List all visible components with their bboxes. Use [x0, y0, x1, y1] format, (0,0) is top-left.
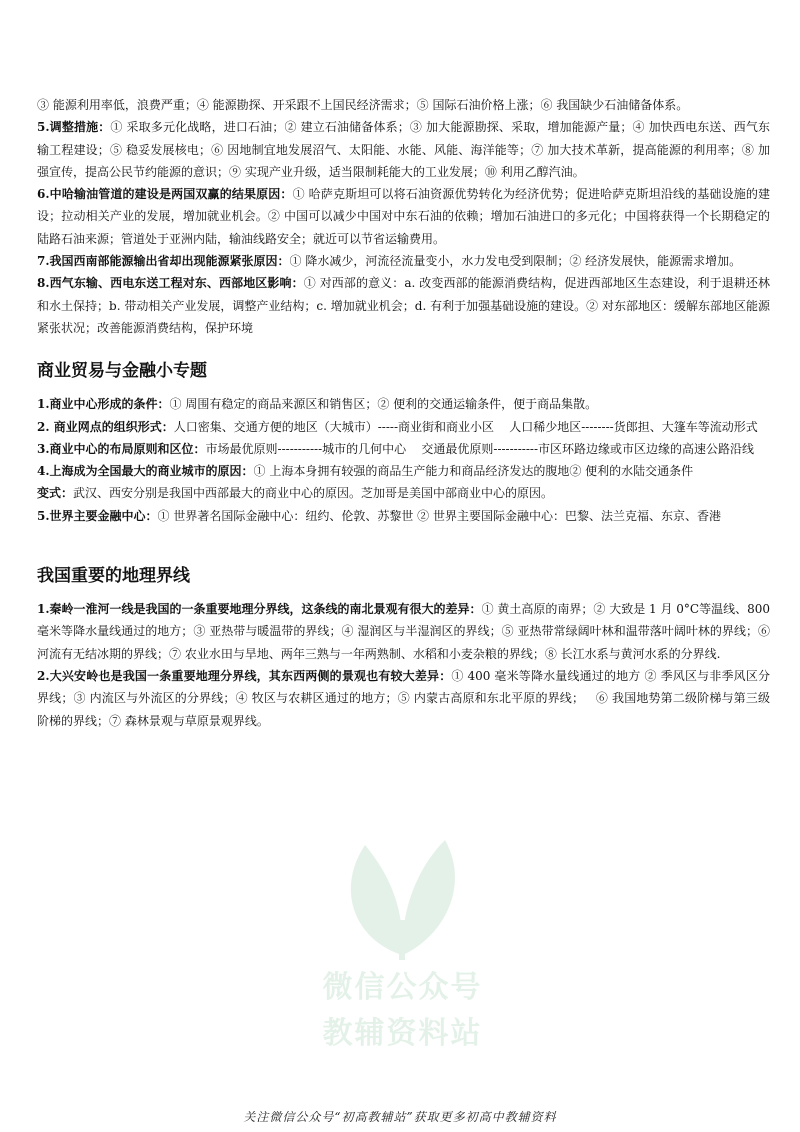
trade-item1-text: ① 周围有稳定的商品来源区和销售区；② 便利的交通运输条件，便于商品集散。: [169, 397, 598, 412]
watermark: [295, 830, 510, 1060]
geo-item2-title: 2.大兴安岭也是我国一条重要地理分界线，其东西两侧的景观也有较大差异：: [37, 668, 452, 683]
trade-item5: [37, 505, 770, 527]
trade-variant-text: 武汉、西安分别是我国中西部最大的商业中心的原因。芝加哥是美国中部商业中心的原因。: [73, 486, 554, 501]
energy-item7-text: ① 降水减少，河流径流量变小，水力发电受到限制；② 经济发展快，能源需求增加。: [289, 254, 742, 269]
geo-item1-text: ① 黄土高原的南界；② 大致是 1 月 0°C等温线、800 毫米等降水量线通过的地方；③ 亚热带与暖温带的界线；④ 湿润区与半湿润区的界线；⑤ 亚热带常绿阔叶林和温带落叶阔叶林的界线；⑥ 河流有无结冰期的界线；⑦ 农业水田与旱地、两年三熟与一年两熟制、水稻和小麦杂粮的界线；⑧ 长江水系与黄河水系的分界线.: [37, 602, 771, 661]
trade-item4-text: ① 上海本身拥有较强的商品生产能力和商品经济发达的腹地② 便利的水陆交通条件: [253, 464, 694, 479]
trade-item2-text: 人口密集、交通方便的地区（大城市）-----商业街和商业小区 人口稀少地区--------货郎担、大篷车等流动形式: [173, 419, 758, 434]
watermark-line2: 教辅资料站: [322, 1016, 483, 1051]
energy-item8: [37, 272, 770, 339]
footer-note: 关注微信公众号“初高教辅站”获取更多初高中教辅资料: [243, 1110, 557, 1124]
trade-item1-title: 1.商业中心形成的条件：: [37, 397, 170, 412]
watermark-line1: 微信公众号: [322, 970, 483, 1005]
trade-item4: [37, 460, 770, 482]
geo-item1: [37, 598, 770, 665]
energy-item5-text: ① 采取多元化战略，进口石油；② 建立石油储备体系；③ 加大能源勘探、采取，增加能源产量；④ 加快西电东送、西气东输工程建设；⑤ 稳妥发展核电；⑥ 因地制宜地发展沼气、太阳能、水能、风能、海洋能等；⑦ 加大技术革新，提高能源的利用率；⑧ 加强宣传，提高公民节约能源的意识；⑨ 实现产业升级，适当限制耗能大的工业发展；⑩ 利用乙醇汽油。: [37, 120, 770, 179]
leaf-logo-icon: [295, 830, 510, 960]
energy-item7-title: 7.我国西南部能源输出省却出现能源紧张原因：: [37, 254, 290, 269]
trade-item3-text: 市场最优原则-----------城市的几何中心 交通最优原则-----------市区环路边缘或市区边缘的高速公路沿线: [205, 441, 754, 456]
trade-item5-text: ① 世界著名国际金融中心：纽约、伦敦、苏黎世 ② 世界主要国际金融中心：巴黎、法兰克福、东京、香港: [157, 508, 721, 523]
energy-item5: [37, 116, 770, 183]
energy-item4-continuation: ③ 能源利用率低，浪费严重；④ 能源勘探、开采跟不上国民经济需求；⑤ 国际石油价格上涨；⑥ 我国缺少石油储备体系。: [37, 98, 689, 112]
energy-item5-title: 5.调整措施：: [37, 120, 111, 135]
geo-item2-text: ① 400 毫米等降水量线通过的地方 ② 季风区与非季风区分界线；③ 内流区与外流区的分界线；④ 牧区与农耕区通过的地方；⑤ 内蒙古高原和东北平原的界线； ⑥ 我国地势第二级阶梯与第三级阶梯的界线；⑦ 森林景观与草原景观界线。: [37, 668, 771, 728]
energy-item6-title: 6.中哈输油管道的建设是两国双赢的结果原因：: [37, 187, 293, 202]
energy-item8-title: 8.西气东输、西电东送工程对东、西部地区影响：: [37, 276, 304, 291]
trade-item3: [37, 438, 770, 460]
geo-item2: [37, 665, 770, 732]
geo-item1-title: 1.秦岭一淮河一线是我国的一条重要地理分界线，这条线的南北景观有很大的差异：: [37, 602, 482, 617]
trade-variant: [37, 482, 770, 504]
trade-variant-title: 变式：: [37, 486, 74, 501]
trade-item3-title: 3.商业中心的布局原则和区位：: [37, 441, 206, 456]
trade-item4-title: 4.上海成为全国最大的商业城市的原因：: [37, 464, 254, 479]
trade-item5-title: 5.世界主要金融中心：: [37, 508, 158, 523]
trade-item2-title: 2. 商业网点的组织形式：: [37, 419, 174, 434]
trade-item1: [37, 393, 770, 415]
energy-item8-text: ① 对西部的意义：a. 改变西部的能源消费结构，促进西部地区生态建设，利于退耕还林和水土保持；b. 带动相关产业发展，调整产业结构；c. 增加就业机会；d. 有利于加强基础设施的建设。② 对东部地区：缓解东部地区能源紧张状况；改善能源消费结构，保护环境: [37, 276, 770, 335]
energy-item7: [37, 250, 770, 272]
energy-item6-text: ① 哈萨克斯坦可以将石油资源优势转化为经济优势；促进哈萨克斯坦沿线的基础设施的建设；拉动相关产业的发展，增加就业机会。② 中国可以减少中国对中东石油的依赖；增加石油进口的多元化；中国将获得一个长期稳定的陆路石油来源；管道处于亚洲内陆，输油线路安全；就近可以节省运输费用。: [37, 187, 770, 246]
geo-section-heading: 我国重要的地理界线: [37, 566, 190, 587]
trade-item2: [37, 416, 770, 438]
trade-section-heading: 商业贸易与金融小专题: [37, 361, 207, 382]
document-body: [37, 94, 770, 732]
energy-item6: [37, 183, 770, 250]
